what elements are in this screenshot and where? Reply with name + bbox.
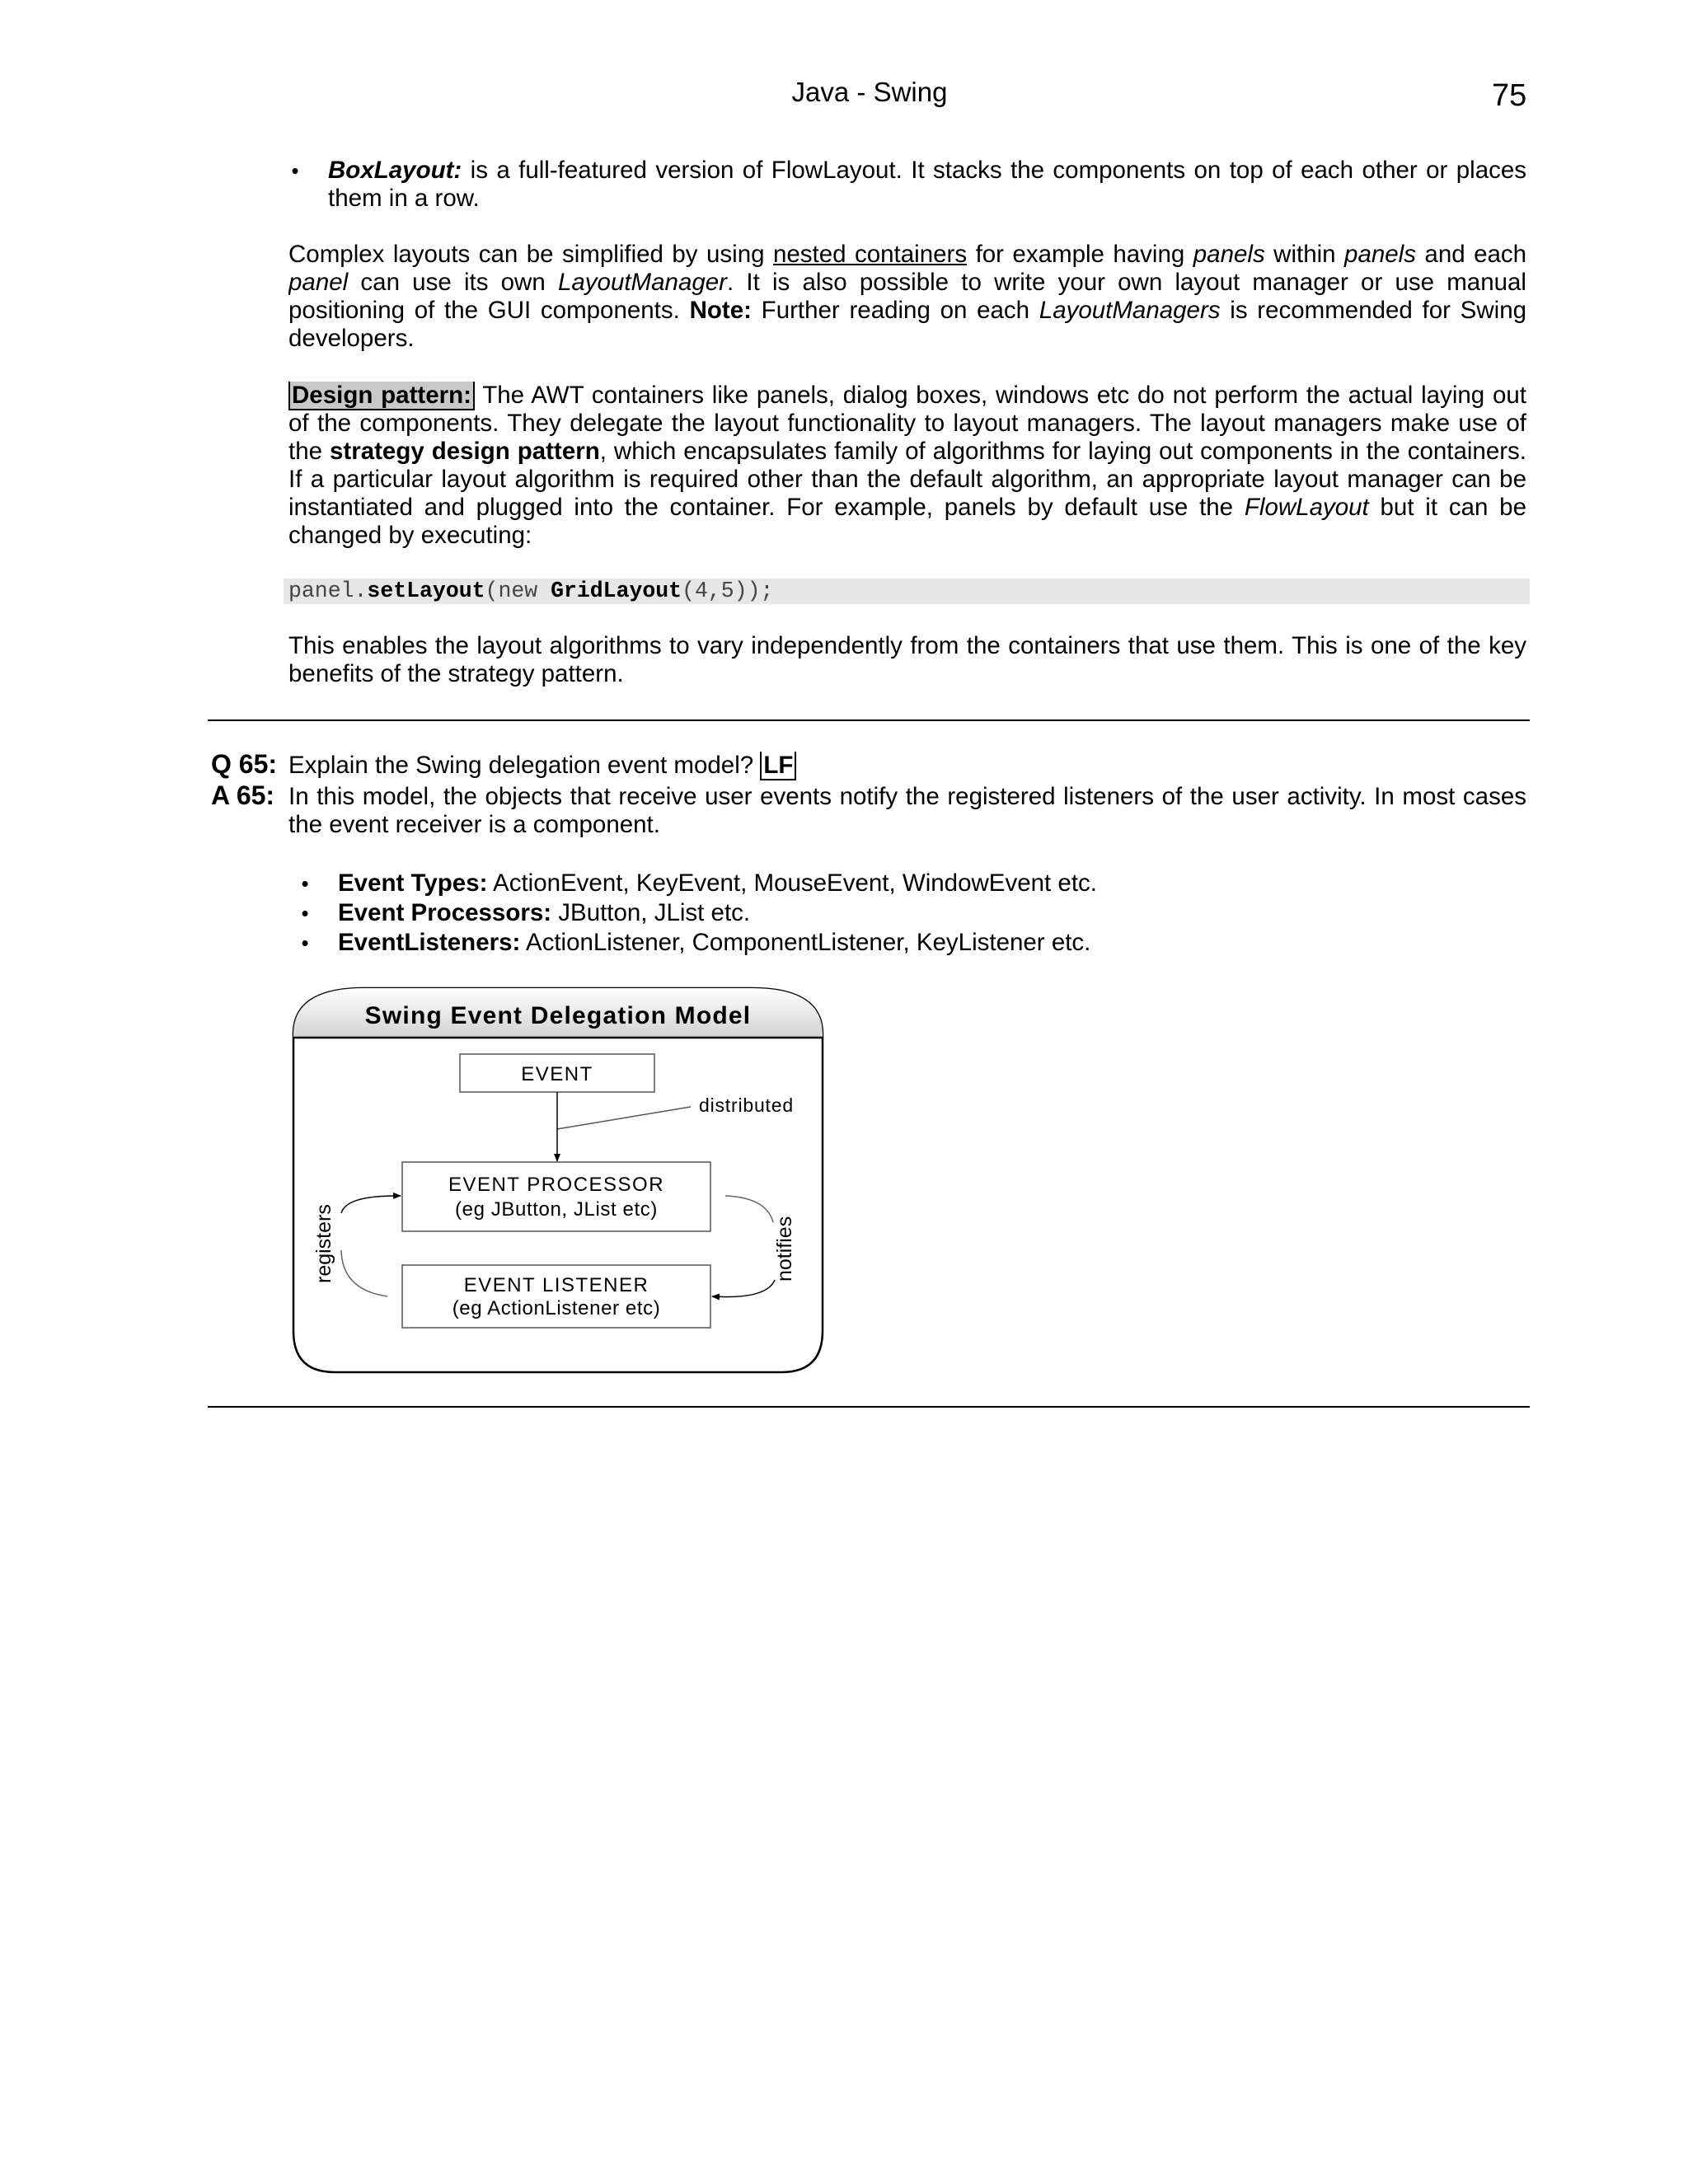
enables-line-1: This enables the layout algorithms to vary independently from the containers that use them. This is one of the key xyxy=(288,632,1526,659)
design-line-2: of the components. They delegate the layout functionality to layout managers. The layout managers make use of xyxy=(288,410,1526,437)
bullet-dot: • xyxy=(301,901,309,926)
bullet-text: JButton, JList etc. xyxy=(558,899,751,926)
diagram-title: Swing Event Delegation Model xyxy=(364,1002,752,1029)
bullet-text: ActionListener, ComponentListener, KeyListener etc. xyxy=(525,929,1091,956)
bullet-event-types xyxy=(338,869,1526,898)
section-divider-bottom xyxy=(208,1406,1530,1408)
bullet-text: ActionEvent, KeyEvent, MouseEvent, WindowEvent etc. xyxy=(493,869,1097,897)
complex-line-2 xyxy=(288,269,1526,298)
answer-label: A 65: xyxy=(211,780,275,810)
complex-text: within xyxy=(1273,241,1336,268)
complex-text: Further reading on each xyxy=(761,297,1030,324)
design-line-4: If a particular layout algorithm is required other than the default algorithm, an appropriate layout manager can be xyxy=(288,466,1526,493)
event-listener-example: (eg ActionListener etc) xyxy=(452,1297,661,1319)
design-text: The AWT containers like panels, dialog boxes, windows etc do not perform the actual laying out xyxy=(482,382,1526,409)
complex-text: and each xyxy=(1424,241,1526,268)
design-text: , which encapsulates family of algorithms for laying out components in the containers. xyxy=(599,438,1526,465)
page-header-title: Java - Swing xyxy=(791,77,948,107)
answer-line-1: In this model, the objects that receive user events notify the registered listeners of the user activity. In most cases xyxy=(288,783,1526,810)
question-label: Q 65: xyxy=(211,749,278,779)
complex-line-3 xyxy=(288,297,1526,326)
bullet-dot: • xyxy=(291,158,299,183)
bullet-term: Event Processors: xyxy=(338,899,552,926)
swing-event-delegation-diagram xyxy=(288,985,832,1380)
design-line-1 xyxy=(288,382,1526,410)
note-label: Note: xyxy=(689,297,752,324)
design-text: the xyxy=(288,438,323,465)
question-text xyxy=(288,752,1526,780)
complex-text: is recommended for Swing xyxy=(1230,297,1526,324)
design-line-6: changed by executing: xyxy=(288,522,532,549)
distributed-label: distributed xyxy=(699,1094,794,1116)
event-label: EVENT xyxy=(521,1063,593,1085)
complex-italic: panel xyxy=(288,269,349,296)
boxlayout-line-1 xyxy=(328,157,1526,185)
event-listener-label: EVENT LISTENER xyxy=(463,1274,649,1296)
event-processor-label: EVENT PROCESSOR xyxy=(448,1174,665,1196)
complex-text: Complex layouts can be simplified by using xyxy=(288,241,765,268)
question-body: Explain the Swing delegation event model? xyxy=(288,752,754,779)
code-part: panel. xyxy=(288,579,368,603)
design-line-3 xyxy=(288,438,1526,466)
bullet-event-processors xyxy=(338,899,1526,928)
complex-line-1 xyxy=(288,241,1526,269)
design-line-5 xyxy=(288,494,1526,523)
flowlayout-italic: FlowLayout xyxy=(1244,494,1369,521)
design-pattern-tag: Design pattern: xyxy=(288,382,475,410)
event-processor-example: (eg JButton, JList etc) xyxy=(455,1198,658,1221)
bullet-dot: • xyxy=(301,871,309,896)
complex-italic: panels xyxy=(1344,241,1416,268)
code-method: setLayout xyxy=(367,579,485,603)
event-processor-box xyxy=(402,1162,710,1231)
design-text: but it can be xyxy=(1380,494,1526,521)
complex-italic: LayoutManagers xyxy=(1039,297,1221,324)
bullet-event-listeners xyxy=(338,929,1526,958)
page-number: 75 xyxy=(1492,78,1527,113)
complex-text: positioning of the GUI components. xyxy=(288,297,680,324)
complex-italic: panels xyxy=(1193,241,1265,268)
complex-line-4: developers. xyxy=(288,325,415,352)
answer-line-2: the event receiver is a component. xyxy=(288,811,660,838)
enables-line-2: benefits of the strategy pattern. xyxy=(288,660,624,687)
strategy-design-pattern: strategy design pattern xyxy=(329,438,600,465)
code-part: (new xyxy=(485,579,551,603)
boxlayout-term: BoxLayout: xyxy=(328,157,462,184)
notifies-label: notifies xyxy=(773,1216,796,1282)
complex-italic: LayoutManager xyxy=(557,269,727,296)
complex-text: for example having xyxy=(975,241,1185,268)
complex-text: . It is also possible to write your own layout manager or use manual xyxy=(727,269,1526,296)
lf-tag: LF xyxy=(760,752,796,780)
boxlayout-text: is a full-featured version of FlowLayout. It stacks the components on top of each other or places xyxy=(470,157,1526,184)
boxlayout-line-2: them in a row. xyxy=(328,185,480,212)
code-part: (4,5)); xyxy=(682,579,774,603)
complex-text: can use its own xyxy=(360,269,546,296)
nested-containers-link: nested containers xyxy=(772,241,968,268)
code-class: GridLayout xyxy=(551,579,682,603)
design-text: instantiated and plugged into the container. For example, panels by default use the xyxy=(288,494,1234,521)
bullet-dot: • xyxy=(301,930,309,955)
code-snippet xyxy=(288,579,773,604)
bullet-term: EventListeners: xyxy=(338,929,521,956)
section-divider xyxy=(208,719,1530,721)
registers-label: registers xyxy=(312,1204,335,1283)
bullet-term: Event Types: xyxy=(338,869,488,897)
